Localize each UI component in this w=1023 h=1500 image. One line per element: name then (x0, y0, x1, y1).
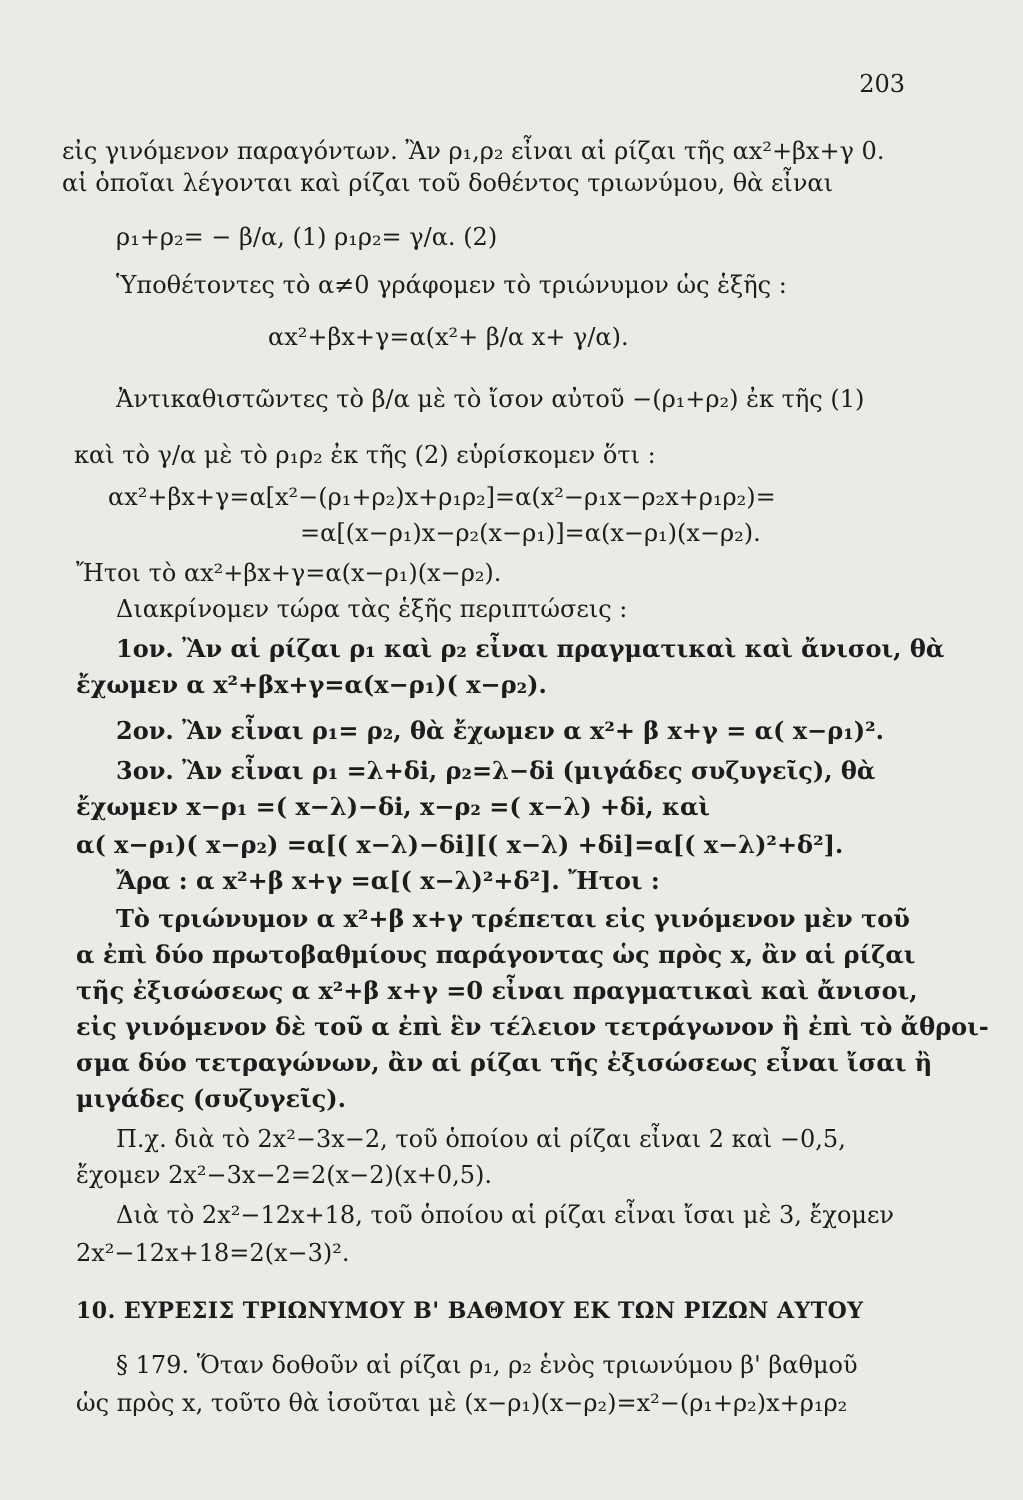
example-line: 2x²−12x+18=2(x−3)². (76, 1239, 350, 1267)
conclusion-line: μιγάδες (συζυγεῖς). (76, 1084, 346, 1113)
text-line: αἱ ὁποῖαι λέγονται καὶ ρίζαι τοῦ δοθέντος τριωνύμου, θὰ εἶναι (62, 169, 834, 197)
text-line: Ἀντικαθιστῶντες τὸ β/α μὲ τὸ ἴσον αὐτοῦ −(ρ₁+ρ₂) ἐκ τῆς (1) (116, 385, 865, 413)
conclusion-line: σμα δύο τετραγώνων, ἂν αἱ ρίζαι τῆς ἐξισώσεως εἶναι ἴσαι ἢ (76, 1048, 933, 1077)
text-line: Ὑποθέτοντες τὸ α≠0 γράφομεν τὸ τριώνυμον ὡς ἑξῆς : (116, 271, 787, 299)
case-line: 1ον. Ἂν αἱ ρίζαι ρ₁ καὶ ρ₂ εἶναι πραγματικαὶ καὶ ἄνισοι, θὰ (116, 634, 945, 663)
case-line: ἔχωμεν x−ρ₁ =( x−λ)−δi, x−ρ₂ =( x−λ) +δi, καὶ (76, 792, 711, 821)
conclusion-line: Τὸ τριώνυμον α x²+β x+γ τρέπεται εἰς γινόμενον μὲν τοῦ (116, 904, 910, 933)
page-number: 203 (859, 70, 905, 98)
conclusion-line: εἰς γινόμενον δὲ τοῦ α ἐπὶ ἓν τέλειον τετράγωνον ἢ ἐπὶ τὸ ἄθροι- (76, 1012, 989, 1041)
case-line: 3ον. Ἂν εἶναι ρ₁ =λ+δi, ρ₂=λ−δi (μιγάδες συζυγεῖς), θὰ (116, 756, 876, 785)
text-line: § 179. Ὅταν δοθοῦν αἱ ρίζαι ρ₁, ρ₂ ἑνὸς τριωνύμου β' βαθμοῦ (116, 1351, 858, 1379)
conclusion-line: α ἐπὶ δύο πρωτοβαθμίους παράγοντας ὡς πρὸς x, ἂν αἱ ρίζαι (76, 940, 916, 969)
example-line: Διὰ τὸ 2x²−12x+18, τοῦ ὁποίου αἱ ρίζαι εἶναι ἴσαι μὲ 3, ἔχομεν (116, 1201, 895, 1229)
text-line: εἰς γινόμενον παραγόντων. Ἂν ρ₁,ρ₂ εἶναι αἱ ρίζαι τῆς αx²+βx+γ 0. (62, 137, 885, 165)
case-line: ἔχωμεν α x²+βx+γ=α(x−ρ₁)( x−ρ₂). (76, 670, 547, 699)
section-heading: 10. ΕΥΡΕΣΙΣ ΤΡΙΩΝΥΜΟΥ Β' ΒΑΘΜΟΥ ΕΚ ΤΩΝ ΡΙΖΩΝ ΑΥΤΟΥ (76, 1298, 864, 1324)
example-line: ἔχομεν 2x²−3x−2=2(x−2)(x+0,5). (76, 1161, 493, 1189)
equation-line: =α[(x−ρ₁)x−ρ₂(x−ρ₁)]=α(x−ρ₁)(x−ρ₂). (300, 519, 761, 547)
text-line: καὶ τὸ γ/α μὲ τὸ ρ₁ρ₂ ἐκ τῆς (2) εὑρίσκομεν ὅτι : (74, 441, 656, 469)
equation-line: αx²+βx+γ=α(x²+ β/α x+ γ/α). (268, 323, 629, 351)
example-line: Π.χ. διὰ τὸ 2x²−3x−2, τοῦ ὁποίου αἱ ρίζαι εἶναι 2 καὶ −0,5, (116, 1125, 846, 1153)
case-line: 2ον. Ἂν εἶναι ρ₁= ρ₂, θὰ ἔχωμεν α x²+ β x+γ = α( x−ρ₁)². (116, 716, 884, 745)
equation-line: ρ₁+ρ₂= − β/α, (1) ρ₁ρ₂= γ/α. (2) (116, 223, 498, 251)
text-line: ὡς πρὸς x, τοῦτο θὰ ἰσοῦται μὲ (x−ρ₁)(x−ρ₂)=x²−(ρ₁+ρ₂)x+ρ₁ρ₂ (76, 1389, 848, 1417)
conclusion-line: τῆς ἐξισώσεως α x²+β x+γ =0 εἶναι πραγματικαὶ καὶ ἄνισοι, (76, 976, 918, 1005)
text-line: Διακρίνομεν τώρα τὰς ἑξῆς περιπτώσεις : (116, 595, 628, 623)
case-line: α( x−ρ₁)( x−ρ₂) =α[( x−λ)−δi][( x−λ) +δi]=α[( x−λ)²+δ²]. (76, 830, 844, 859)
equation-line: αx²+βx+γ=α[x²−(ρ₁+ρ₂)x+ρ₁ρ₂]=α(x²−ρ₁x−ρ₂x+ρ₁ρ₂)= (108, 483, 776, 511)
text-line: Ἤτοι τὸ αx²+βx+γ=α(x−ρ₁)(x−ρ₂). (76, 559, 502, 587)
case-line: Ἄρα : α x²+β x+γ =α[( x−λ)²+δ²]. Ἤτοι : (116, 866, 660, 895)
